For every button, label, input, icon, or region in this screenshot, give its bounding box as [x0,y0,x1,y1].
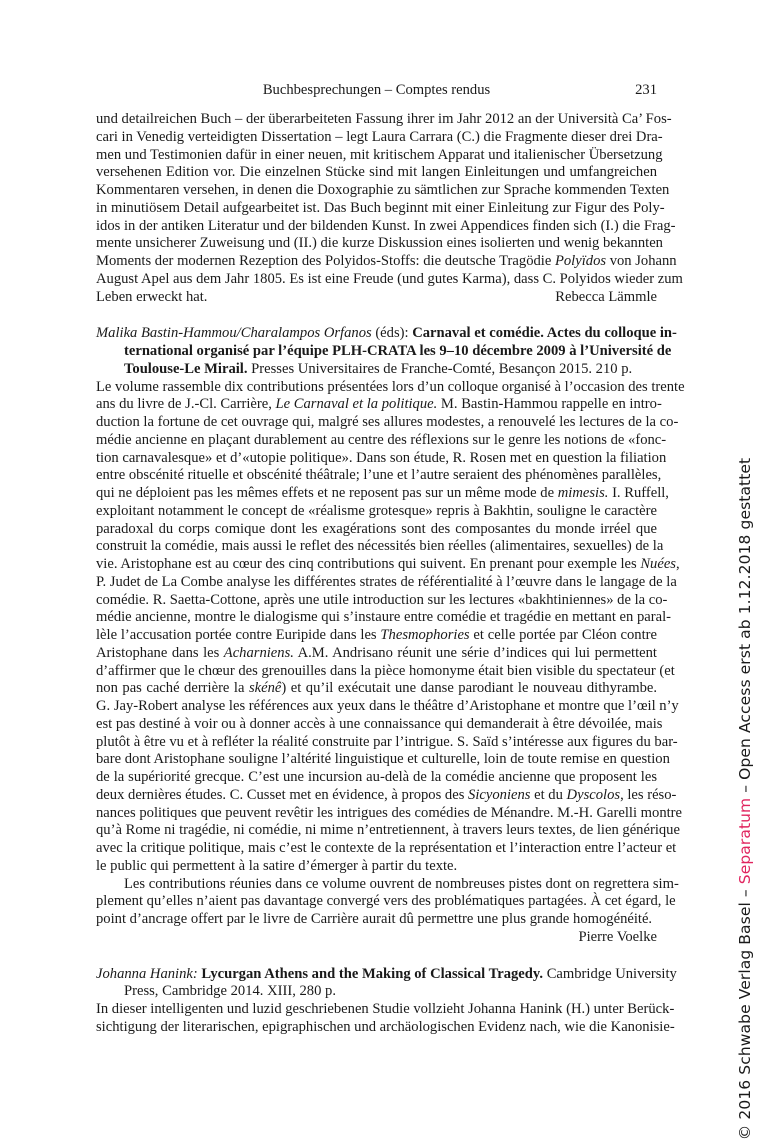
text-run: lèle l’accusation portée contre Euripide dans les [96,627,381,643]
text-line [96,343,672,361]
running-head [96,82,657,102]
copyright-sidebar [733,457,757,1140]
text-run: et celle portée par Cléon contre [469,627,657,643]
text-line: point d’ancrage offert par le livre de Carrière aurait dû permettre une plus grande homogénéité. [96,911,653,927]
text-line: d’affirmer que le chœur des grenouilles dans la pièce homonyme était bien visible du spectateur (et [96,662,675,679]
page-number: 231 [635,82,657,98]
text-line: Kommentaren versehen, in denen die Doxographie zu sämtlichen zur Sprache kommenden Texten [96,182,670,198]
text-line: qu’à Rome ni tragédie, ni comédie, ni mime n’entretiennent, à travers leurs textes, de lien générique [96,822,680,839]
text-line: versehenen Edition vor. Die einzelnen Stücke sind mit langen Einleitungen und umfangreichen [96,164,657,181]
text-line: sichtigung der literarischen, epigraphischen und archäologischen Evidenz nach, wie die Kanonisie- [96,1018,675,1035]
text-line [96,325,677,343]
text-line: Press, Cambridge 2014. XIII, 280 p. [124,983,336,1000]
text-line: nances politiques que peuvent revêtir les intrigues des comédies de Ménandre. M.-H. Garelli montre [96,804,683,821]
text-line: August Apel aus dem Jahr 1805. Es ist eine Freude (und gutes Karma), dass C. Polyidos wieder zum [96,270,683,287]
text-line: médie ancienne en plaçant durablement au centre des réflexions sur le genre les notions de «fonc- [96,431,667,448]
text-run: et du [530,786,567,803]
reviewer-signature: Rebecca Lämmle [555,288,657,305]
text-line: In dieser intelligenten und luzid geschriebenen Studie vollzieht Johanna Hanink (H.) unter Berück- [96,1001,675,1017]
text-run: vie. Aristophane est au cœur des cinq contributions qui suivent. En prenant pour exemple les [96,556,641,572]
review-body [96,1001,675,1037]
text-line: comédie. R. Saetta-Cottone, après une utile introduction sur les lectures «bakhtiniennes» de la co- [96,591,668,608]
text-line: mente unsicherer Zuweisung und (II.) die kurze Diskussion eines isolierten und wenig bekannten [96,235,663,252]
section-gap [96,947,657,966]
text-line: bare dont Aristophane souligne l’altérité linguistique et culturelle, loin de toute remise en question [96,751,670,768]
text-run: deux dernières études. C. Cusset met en évidence, à propos des [96,786,469,803]
text-run: A.M. Andrisano réunit une série d’indices qui lui permettent [293,644,657,661]
text-line: de la supériorité grecque. C’est une incursion au-delà de la comédie ancienne que proposent les [96,769,657,785]
book-title: Toulouse-Le Mirail. [124,360,248,377]
review-body [96,378,685,929]
text-line: G. Jay-Robert analyse les références aux yeux dans le théâtre d’Aristophane et montre que l’œil n’y [96,698,679,714]
text-line: duction la fortune de cet ouvrage qui, malgré ses allures modestes, a renouvelé les lectures de la co- [96,414,679,430]
running-title: Buchbesprechungen – Comptes rendus [262,82,491,98]
document-page [96,82,685,1037]
text-line: médie ancienne, montre le dialogisme qui s’instaure entre comédie et tragédie en mettant en paral- [96,609,671,626]
publisher-info: Cambridge University [543,965,677,982]
text-line: avec la critique politique, mais c’est le contexte de la représentation et l’interaction entre l’acteur et [96,840,677,856]
text-line: idos in der antiken Literatur und der bildenden Kunst. In zwei Appendices finden sich (I.) die Frag- [96,217,676,234]
open-access-note: – Open Access erst ab 1.12.2018 gestattet [736,457,754,798]
text-run: I. Ruffell, [608,485,669,501]
text-line: construit la comédie, mais aussi le reflet des nécessités bien réelles (alimentaires, sexuelles) de la [96,538,664,555]
editors: Malika Bastin-Hammou/Charalampos Orfanos [96,325,372,342]
italic-title: Thesmophories [380,627,470,643]
text-line: Les contributions réunies dans ce volume ouvrent de nombreuses pistes dont on regrettera sim- [124,875,679,892]
publisher-info: Presses Universitaires de Franche-Comté, Besançon 2015. 210 p. [247,360,633,377]
italic-title: Nuées [640,556,676,572]
text-line [96,627,657,645]
review-carnaval-et-comedie [96,325,685,946]
text-line [96,556,680,574]
text-run: Aristophane dans les [96,644,224,661]
text-line: cari in Venedig verteidigten Dissertation – legt Laura Carrara (C.) die Fragmente dieser drei Dra- [96,128,663,145]
italic-term: skénê [248,680,282,697]
copyright-notice [736,458,754,1140]
text-line: tion carnavalesque» et d’«utopie politique». Dans son étude, R. Rosen met en question la filiation [96,449,667,466]
bibliographic-entry [96,325,677,378]
text-run: von Johann [606,253,677,269]
text-line: exploitant notamment le concept de «réalisme grotesque» repris à Bakhtin, souligne le caractère [96,502,657,519]
text-line: paradoxal du corps comique dont les exagérations sont des composantes du monde irréel que [96,520,657,537]
italic-title: Sicyoniens [468,786,531,803]
text-line: Le volume rassemble dix contributions présentées lors d’un colloque organisé à l’occasion des trente [96,378,685,395]
text-line [96,253,677,271]
text-line: plement qu’elles n’aient pas davantage convergé vers des problématiques partagées. À cet égard, le [96,893,676,910]
text-run: ans du livre de J.-Cl. Carrière, [96,396,276,413]
italic-title: Polyïdos [554,253,607,269]
text-run: Moments der modernen Rezeption des Polyidos-Stoffs: die deutsche Tragödie [96,253,555,269]
text-line: le public qui permettent à la satire d’émerger à partir du texte. [96,857,458,874]
text-line [96,680,657,698]
eds-label: (éds): [371,325,413,342]
text-run: non pas caché derrière la [96,680,249,697]
italic-title: Dyscolos [566,786,621,803]
text-line: und detailreichen Buch – der überarbeiteten Fassung ihrer im Jahr 2012 an der Università Ca’ Fos- [96,111,672,127]
last-line-with-signature [96,289,657,307]
text-line [96,396,662,414]
text-run: , les réso- [620,786,677,803]
text-line [96,645,657,663]
text-line [96,786,677,805]
text-line: Leben erweckt hat. [96,288,208,305]
book-title: Lycurgan Athens and the Making of Classical Tragedy. [201,965,544,982]
text-line: est pas destiné à voir ou à donner accès à une connaissance qui demanderait à être dévoilée, mais [96,715,663,732]
review-lycurgan-athens [96,965,677,1037]
italic-term: mimesis. [557,485,609,501]
text-line: men und Testimonien dafür in einer neuen, mit kritischem Apparat und italienischer Übersetzung [96,146,663,163]
text-line: entre obscénité rituelle et obscénité théâtrale; l’une et l’autre seraient des phénomènes parallèles, [96,467,662,484]
bibliographic-entry [96,965,677,1002]
text-line: plutôt à être vu et à refléter la réalité construite par l’intrigue. S. Saïd s’intéresse aux figures du bar- [96,733,678,750]
italic-title: Acharniens. [223,644,294,661]
author: Johanna Hanink: [96,965,198,982]
separatum-label: Separatum [736,797,754,885]
book-title: Carnaval et comédie. Actes du colloque in- [412,325,677,342]
text-run: , [675,556,680,572]
text-run: qui ne déploient pas les mêmes effets et ne reposent pas sur un même mode de [96,485,558,501]
text-line [96,485,669,503]
section-gap [96,306,657,325]
text-line: P. Judet de La Combe analyse les différentes strates de référentialité à l’œuvre dans le langage de la [96,573,677,590]
text-line [96,361,657,379]
italic-title: Le Carnaval et la politique. [275,396,438,413]
reviewer-signature: Pierre Voelke [578,928,657,945]
copyright-prefix: © 2016 Schwabe Verlag Basel – [736,884,754,1140]
text-line: in minutiösem Detail aufgearbeitet ist. Das Buch beginnt mit einer Einleitung zur Figur des Poly- [96,199,665,216]
text-line [96,965,677,984]
book-title: ternational organisé par l’équipe PLH-CRATA les 9–10 décembre 2009 à l’Université de [124,343,672,359]
text-run: M. Bastin-Hammou rappelle en intro- [437,396,662,413]
review-lammle-continued [96,111,683,306]
text-run: ) et qu’il exécutait une danse parodiant le nouveau dithyrambe. [281,680,657,697]
